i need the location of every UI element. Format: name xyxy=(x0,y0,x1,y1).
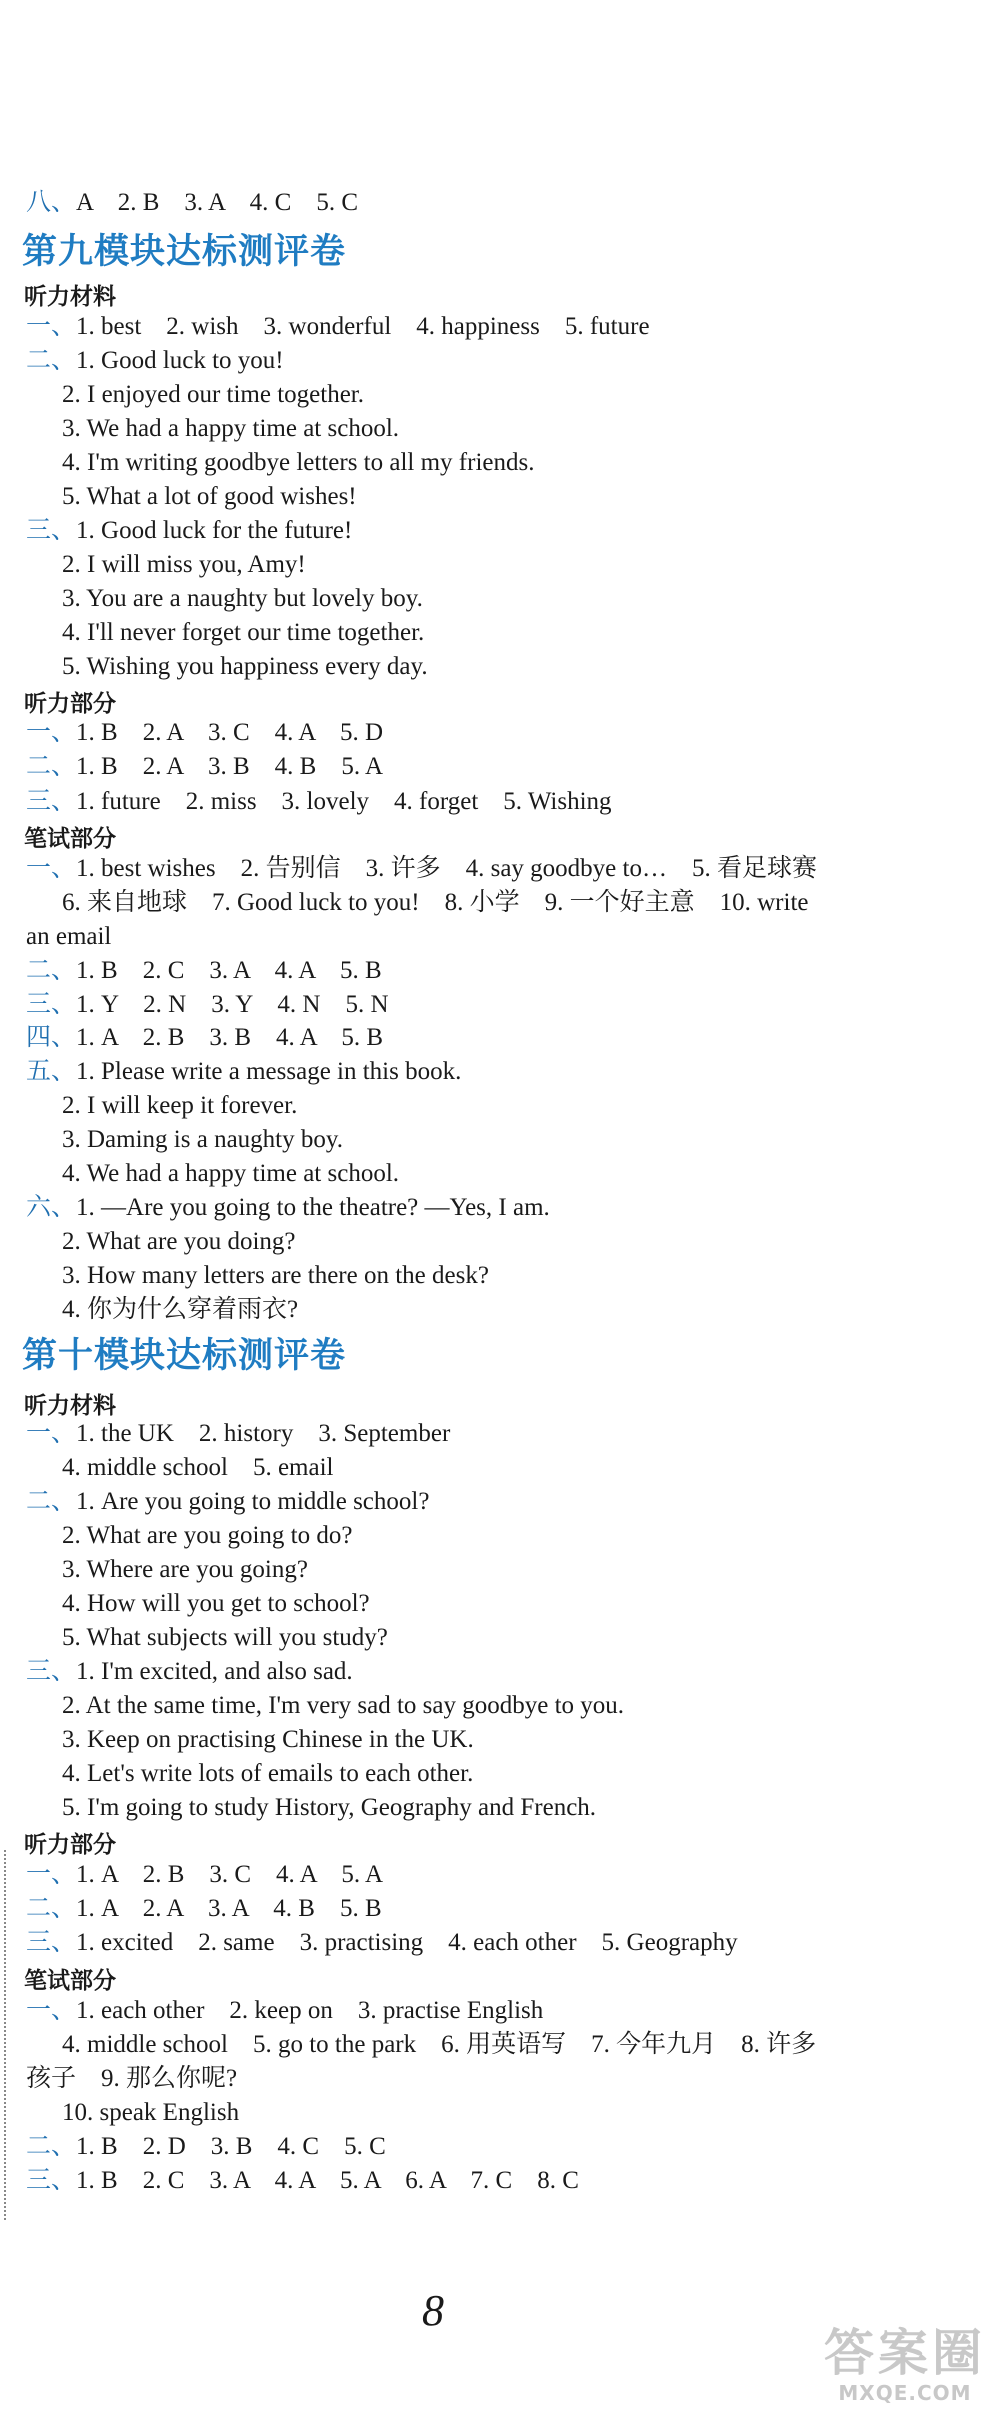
answer-text: 4. middle school 5. email xyxy=(62,1454,334,1481)
answer-line xyxy=(62,380,364,410)
answer-text: 1. Good luck for the future! xyxy=(76,517,353,544)
answer-line xyxy=(26,2132,386,2162)
answer-line xyxy=(26,956,382,986)
answer-text: 5. Wishing you happiness every day. xyxy=(62,653,428,680)
watermark-logo xyxy=(820,2325,990,2405)
answer-text: 4. middle school 5. go to the park 6. 用英语写 7. 今年九月 8. 许多 xyxy=(62,2031,817,2058)
answer-line xyxy=(62,1125,343,1155)
answer-line xyxy=(26,2064,237,2094)
question-number: 三、 xyxy=(26,1929,77,1956)
question-number: 二、 xyxy=(26,347,77,374)
answer-line xyxy=(62,1227,296,1257)
question-number: 一、 xyxy=(26,313,77,340)
answer-text: 2. What are you going to do? xyxy=(62,1522,353,1549)
answer-line xyxy=(62,1759,473,1789)
answer-line xyxy=(62,2030,816,2060)
answer-text: 1. Good luck to you! xyxy=(76,347,284,374)
answer-text: 孩子 9. 那么你呢? xyxy=(26,2065,238,2092)
answer-text: 1. A 2. A 3. A 4. B 5. B xyxy=(76,1895,382,1922)
answer-line xyxy=(62,448,534,478)
answer-line xyxy=(26,188,358,218)
answer-line xyxy=(26,1419,450,1449)
answer-line xyxy=(62,414,399,444)
question-number: 三、 xyxy=(26,788,77,815)
answer-text: 1. Please write a message in this book. xyxy=(76,1058,462,1085)
answer-line xyxy=(62,1623,388,1653)
answer-line xyxy=(26,922,111,952)
answer-line xyxy=(26,516,352,546)
answer-text: 6. 来自地球 7. Good luck to you! 8. 小学 9. 一个好主意 10. write xyxy=(62,889,809,916)
answer-text: A 2. B 3. A 4. C 5. C xyxy=(76,189,359,216)
answer-line xyxy=(62,1725,474,1755)
answer-line xyxy=(62,1555,308,1585)
answer-text: 1. the UK 2. history 3. September xyxy=(76,1420,451,1447)
answer-text: 2. At the same time, I'm very sad to say goodbye to you. xyxy=(62,1692,625,1719)
question-number: 三、 xyxy=(26,991,77,1018)
answer-line xyxy=(62,1091,297,1121)
answer-line xyxy=(62,1793,596,1823)
answer-text: 1. best wishes 2. 告别信 3. 许多 4. say goodbye to… 5. 看足球赛 xyxy=(76,855,817,882)
subsection-heading: 笔试部分 xyxy=(24,1968,116,1994)
subsection-heading: 听力材料 xyxy=(24,284,116,310)
answer-line xyxy=(62,618,424,648)
answer-line xyxy=(62,1521,352,1551)
question-number: 二、 xyxy=(26,2133,77,2160)
answer-text: 1. future 2. miss 3. lovely 4. forget 5. Wishing xyxy=(76,788,612,815)
answer-text: 1. I'm excited, and also sad. xyxy=(76,1658,353,1685)
watermark-logo-text: 答案圈 xyxy=(824,2324,986,2382)
answer-text: 1. A 2. B 3. B 4. A 5. B xyxy=(76,1024,384,1051)
answer-text: 4. Let's write lots of emails to each other. xyxy=(62,1760,474,1787)
answer-text: an email xyxy=(26,923,112,950)
answer-text: 1. excited 2. same 3. practising 4. each other 5. Geography xyxy=(76,1929,738,1956)
answer-line xyxy=(62,584,423,614)
question-number: 三、 xyxy=(26,1658,77,1685)
answer-line xyxy=(62,1691,624,1721)
answer-text: 3. We had a happy time at school. xyxy=(62,415,400,442)
answer-text: 1. B 2. D 3. B 4. C 5. C xyxy=(76,2133,386,2160)
answer-text: 1. A 2. B 3. C 4. A 5. A xyxy=(76,1861,384,1888)
answer-line xyxy=(26,1996,543,2026)
answer-line xyxy=(26,787,612,817)
answer-line xyxy=(62,1589,370,1619)
answer-text: 1. B 2. A 3. B 4. B 5. A xyxy=(76,753,384,780)
answer-line xyxy=(26,1023,383,1053)
answer-line xyxy=(26,1928,738,1958)
answer-text: 4. I'm writing goodbye letters to all my friends. xyxy=(62,449,535,476)
answer-line xyxy=(62,1453,334,1483)
question-number: 三、 xyxy=(26,517,77,544)
section-title: 第十模块达标测评卷 xyxy=(22,1336,347,1376)
answer-text: 2. I enjoyed our time together. xyxy=(62,381,365,408)
answer-text: 4. How will you get to school? xyxy=(62,1590,370,1617)
answer-line xyxy=(26,1193,550,1223)
answer-text: 3. How many letters are there on the desk? xyxy=(62,1262,489,1289)
answer-text: 3. You are a naughty but lovely boy. xyxy=(62,585,423,612)
answer-line xyxy=(62,1261,489,1291)
answer-text: 1. B 2. C 3. A 4. A 5. B xyxy=(76,957,382,984)
section-title: 第九模块达标测评卷 xyxy=(22,232,347,272)
answer-text: 1. —Are you going to the theatre? —Yes, I am. xyxy=(76,1194,550,1221)
answer-text: 1. best 2. wish 3. wonderful 4. happiness 5. future xyxy=(76,313,650,340)
answer-text: 1. Are you going to middle school? xyxy=(76,1488,430,1515)
answer-text: 10. speak English xyxy=(62,2099,240,2126)
subsection-heading: 听力部分 xyxy=(24,691,116,717)
answer-line xyxy=(26,2166,579,2196)
question-number: 二、 xyxy=(26,1488,77,1515)
answer-line xyxy=(62,2098,239,2128)
answer-text: 1. B 2. A 3. C 4. A 5. D xyxy=(76,719,384,746)
answer-text: 1. each other 2. keep on 3. practise English xyxy=(76,1997,544,2024)
answer-line xyxy=(26,1860,383,1890)
answer-text: 5. What subjects will you study? xyxy=(62,1624,388,1651)
subsection-heading: 听力材料 xyxy=(24,1393,116,1419)
answer-line xyxy=(26,752,383,782)
answer-text: 2. I will miss you, Amy! xyxy=(62,551,306,578)
answer-text: 1. B 2. C 3. A 4. A 5. A 6. A 7. C 8. C xyxy=(76,2167,579,2194)
question-number: 一、 xyxy=(26,1861,77,1888)
answer-line xyxy=(26,312,650,342)
question-number: 六、 xyxy=(26,1194,77,1221)
answer-line xyxy=(26,990,389,1020)
question-number: 一、 xyxy=(26,855,77,882)
answer-line xyxy=(62,888,809,918)
answer-text: 4. I'll never forget our time together. xyxy=(62,619,425,646)
answer-line xyxy=(62,550,306,580)
answer-text: 5. I'm going to study History, Geography and French. xyxy=(62,1794,597,1821)
subsection-heading: 笔试部分 xyxy=(24,826,116,852)
answer-line xyxy=(26,346,284,376)
answer-line xyxy=(26,1487,429,1517)
answer-text: 3. Daming is a naughty boy. xyxy=(62,1126,343,1153)
dotted-cut-line xyxy=(4,1850,6,2220)
answer-line xyxy=(26,1657,353,1687)
subsection-heading: 听力部分 xyxy=(24,1832,116,1858)
question-number: 一、 xyxy=(26,1420,77,1447)
answer-line xyxy=(62,652,428,682)
answer-text: 5. What a lot of good wishes! xyxy=(62,483,357,510)
answer-text: 3. Keep on practising Chinese in the UK. xyxy=(62,1726,474,1753)
question-number: 一、 xyxy=(26,1997,77,2024)
question-number: 二、 xyxy=(26,753,77,780)
answer-line xyxy=(26,854,817,884)
answer-text: 4. 你为什么穿着雨衣? xyxy=(62,1296,299,1323)
answer-line xyxy=(26,718,383,748)
answer-text: 4. We had a happy time at school. xyxy=(62,1160,400,1187)
question-number: 二、 xyxy=(26,957,77,984)
answer-line xyxy=(26,1894,382,1924)
question-number: 二、 xyxy=(26,1895,77,1922)
answer-line xyxy=(62,1159,399,1189)
answer-text: 3. Where are you going? xyxy=(62,1556,308,1583)
page-number: 8 xyxy=(422,2286,444,2335)
question-number: 八、 xyxy=(26,189,77,216)
answer-text: 2. I will keep it forever. xyxy=(62,1092,298,1119)
answer-text: 2. What are you doing? xyxy=(62,1228,296,1255)
question-number: 三、 xyxy=(26,2167,77,2194)
question-number: 五、 xyxy=(26,1058,77,1085)
question-number: 一、 xyxy=(26,719,77,746)
answer-line xyxy=(62,1295,298,1325)
watermark-url: MXQE.COM xyxy=(838,2381,972,2405)
answer-text: 1. Y 2. N 3. Y 4. N 5. N xyxy=(76,991,389,1018)
answer-line xyxy=(26,1057,461,1087)
question-number: 四、 xyxy=(26,1024,77,1051)
answer-line xyxy=(62,482,357,512)
